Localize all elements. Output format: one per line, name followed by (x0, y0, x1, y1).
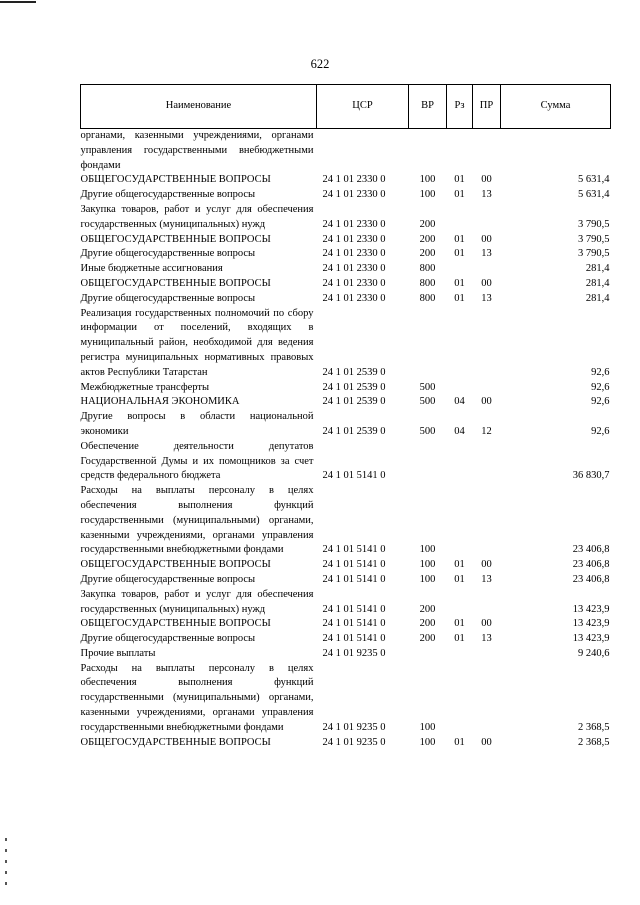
cell-vr: 200 (419, 633, 436, 645)
cell-csr: 24 1 01 2330 0 (322, 263, 386, 275)
cell-pr (473, 662, 501, 736)
table-row (81, 247, 611, 262)
cell-rz: 01 (454, 233, 465, 245)
cell-rz: 01 (454, 618, 465, 630)
cell-name: Обеспечение деятельности депутатов Государственной Думы и их помощников за счет средств федерального бюджета (80, 440, 314, 482)
table-row (81, 588, 611, 618)
cell-sum: 92,6 (591, 425, 610, 437)
header-rz: Рз (447, 85, 473, 129)
cell-vr: 500 (419, 396, 436, 408)
cell-sum: 23 406,8 (572, 573, 610, 585)
table-row (81, 647, 611, 662)
cell-vr: 800 (419, 263, 436, 275)
table-row (81, 381, 611, 396)
cell-pr: 12 (481, 425, 492, 437)
cell-name: ОБЩЕГОСУДАРСТВЕННЫЕ ВОПРОСЫ (80, 559, 271, 571)
cell-vr: 100 (419, 559, 436, 571)
cell-csr: 24 1 01 2330 0 (322, 277, 386, 289)
cell-name: ОБЩЕГОСУДАРСТВЕННЫЕ ВОПРОСЫ (80, 736, 271, 748)
table-row (81, 395, 611, 410)
cell-vr: 100 (419, 544, 436, 556)
cell-rz (447, 440, 473, 484)
cell-pr (473, 381, 501, 396)
table-row (81, 188, 611, 203)
cell-pr: 13 (481, 292, 492, 304)
cell-vr: 100 (419, 721, 436, 733)
table-row (81, 440, 611, 484)
cell-csr: 24 1 01 2330 0 (322, 248, 386, 260)
table-row (81, 410, 611, 440)
header-vr: ВР (409, 85, 447, 129)
cell-name: ОБЩЕГОСУДАРСТВЕННЫЕ ВОПРОСЫ (80, 174, 271, 186)
cell-pr (473, 484, 501, 558)
cell-csr: 24 1 01 2330 0 (322, 218, 386, 230)
table-row (81, 736, 611, 751)
cell-vr: 200 (419, 618, 436, 630)
cell-vr: 800 (419, 277, 436, 289)
cell-csr: 24 1 01 5141 0 (322, 559, 386, 571)
cell-vr: 200 (419, 218, 436, 230)
cell-name: ОБЩЕГОСУДАРСТВЕННЫЕ ВОПРОСЫ (80, 233, 271, 245)
cell-rz: 01 (454, 174, 465, 186)
cell-sum: 13 423,9 (572, 603, 610, 615)
cell-csr: 24 1 01 5141 0 (322, 544, 386, 556)
cell-vr (409, 307, 447, 381)
cell-pr (473, 647, 501, 662)
cell-pr: 13 (481, 189, 492, 201)
cell-vr: 200 (419, 233, 436, 245)
cell-csr: 24 1 01 5141 0 (322, 603, 386, 615)
cell-name: НАЦИОНАЛЬНАЯ ЭКОНОМИКА (80, 396, 240, 408)
cell-sum: 5 631,4 (578, 174, 610, 186)
cell-name: органами, казенными учреждениями, органами управления государственными внебюджетными фондами (80, 130, 314, 171)
cell-csr: 24 1 01 2539 0 (322, 425, 386, 437)
cell-sum: 3 790,5 (578, 248, 610, 260)
cell-pr (473, 588, 501, 618)
cell-pr (473, 129, 501, 174)
cell-sum: 3 790,5 (578, 233, 610, 245)
header-pr: ПР (473, 85, 501, 129)
cell-sum: 23 406,8 (572, 559, 610, 571)
cell-sum: 92,6 (591, 366, 610, 378)
table-row (81, 558, 611, 573)
table-row (81, 277, 611, 292)
cell-rz (447, 262, 473, 277)
cell-pr (473, 307, 501, 381)
cell-sum: 92,6 (591, 381, 610, 393)
cell-csr: 24 1 01 2330 0 (322, 189, 386, 201)
cell-vr: 100 (419, 573, 436, 585)
table-row (81, 262, 611, 277)
cell-name: Другие общегосударственные вопросы (80, 248, 256, 260)
cell-sum (501, 129, 611, 174)
cell-vr: 100 (419, 174, 436, 186)
cell-name: Межбюджетные трансферты (80, 381, 210, 393)
cell-rz: 01 (454, 292, 465, 304)
table-row (81, 617, 611, 632)
cell-name: Иные бюджетные ассигнования (80, 263, 223, 275)
top-rule (0, 1, 36, 3)
cell-vr: 200 (419, 603, 436, 615)
cell-pr: 00 (481, 277, 492, 289)
cell-name: Другие общегосударственные вопросы (80, 633, 256, 645)
cell-rz (447, 203, 473, 233)
cell-csr: 24 1 01 9235 0 (322, 721, 386, 733)
cell-sum: 2 368,5 (578, 736, 610, 748)
cell-name: Реализация государственных полномочий по сбору информации от поселений, входящих в муниципальный район, необходимой для ведения регистра муниципальных нормативных правовых актов Республики Татарстан (80, 307, 314, 378)
cell-name: Расходы на выплаты персоналу в целях обеспечения выполнения функций государственными (муниципальными) органами, казенными учреждениями, органами управления государственными внебюджетными фондами (80, 485, 314, 556)
cell-pr (473, 262, 501, 277)
table-body (81, 129, 611, 751)
cell-rz (447, 381, 473, 396)
header-csr: ЦСР (317, 85, 409, 129)
cell-csr: 24 1 01 2539 0 (322, 366, 386, 378)
cell-rz: 01 (454, 573, 465, 585)
cell-sum: 9 240,6 (578, 647, 610, 659)
cell-pr (473, 203, 501, 233)
table-row (81, 233, 611, 248)
cell-vr: 500 (419, 425, 436, 437)
cell-rz: 04 (454, 425, 465, 437)
margin-marks (5, 838, 7, 893)
cell-csr: 24 1 01 5141 0 (322, 633, 386, 645)
cell-rz: 01 (454, 189, 465, 201)
cell-csr: 24 1 01 2330 0 (322, 233, 386, 245)
cell-pr: 00 (481, 174, 492, 186)
cell-vr (409, 647, 447, 662)
cell-pr: 13 (481, 248, 492, 260)
cell-vr: 100 (419, 736, 436, 748)
cell-vr: 500 (419, 381, 436, 393)
cell-name: ОБЩЕГОСУДАРСТВЕННЫЕ ВОПРОСЫ (80, 618, 271, 630)
cell-pr: 00 (481, 233, 492, 245)
cell-sum: 13 423,9 (572, 633, 610, 645)
table-row (81, 573, 611, 588)
table-row (81, 203, 611, 233)
cell-csr: 24 1 01 2539 0 (322, 396, 386, 408)
cell-sum: 5 631,4 (578, 189, 610, 201)
cell-name: Другие общегосударственные вопросы (80, 189, 256, 201)
cell-name: Закупка товаров, работ и услуг для обеспечения государственных (муниципальных) нужд (80, 588, 314, 615)
cell-pr: 00 (481, 618, 492, 630)
cell-rz (447, 484, 473, 558)
cell-sum: 36 830,7 (572, 470, 610, 482)
table-row (81, 292, 611, 307)
cell-vr: 100 (419, 189, 436, 201)
cell-vr: 200 (419, 248, 436, 260)
cell-rz: 01 (454, 633, 465, 645)
cell-csr: 24 1 01 5141 0 (322, 618, 386, 630)
cell-vr (409, 129, 447, 174)
cell-rz: 04 (454, 396, 465, 408)
cell-name: Закупка товаров, работ и услуг для обеспечения государственных (муниципальных) нужд (80, 203, 314, 230)
cell-pr: 13 (481, 573, 492, 585)
cell-name: Прочие выплаты (80, 647, 156, 659)
cell-sum: 281,4 (585, 263, 610, 275)
cell-csr: 24 1 01 2539 0 (322, 381, 386, 393)
cell-pr: 00 (481, 736, 492, 748)
cell-rz (447, 129, 473, 174)
cell-sum: 13 423,9 (572, 618, 610, 630)
cell-sum: 92,6 (591, 396, 610, 408)
cell-pr: 00 (481, 396, 492, 408)
cell-rz: 01 (454, 277, 465, 289)
table-row (81, 632, 611, 647)
header-sum: Сумма (501, 85, 611, 129)
cell-rz (447, 662, 473, 736)
table-header-row (81, 85, 611, 129)
cell-name: Другие общегосударственные вопросы (80, 292, 256, 304)
cell-name: Другие общегосударственные вопросы (80, 573, 256, 585)
cell-rz: 01 (454, 559, 465, 571)
cell-rz: 01 (454, 736, 465, 748)
cell-sum: 3 790,5 (578, 218, 610, 230)
table-row (81, 129, 611, 174)
cell-sum: 2 368,5 (578, 721, 610, 733)
cell-csr: 24 1 01 2330 0 (322, 174, 386, 186)
cell-pr (473, 440, 501, 484)
budget-table (80, 84, 611, 750)
cell-pr: 00 (481, 559, 492, 571)
cell-csr: 24 1 01 5141 0 (322, 573, 386, 585)
table-row (81, 173, 611, 188)
cell-rz: 01 (454, 248, 465, 260)
cell-csr: 24 1 01 2330 0 (322, 292, 386, 304)
cell-vr: 800 (419, 292, 436, 304)
table-row (81, 662, 611, 736)
cell-csr: 24 1 01 9235 0 (322, 647, 386, 659)
table-row (81, 484, 611, 558)
cell-csr: 24 1 01 5141 0 (322, 470, 386, 482)
table-row (81, 307, 611, 381)
cell-vr (409, 440, 447, 484)
cell-sum: 23 406,8 (572, 544, 610, 556)
cell-sum: 281,4 (585, 292, 610, 304)
cell-csr: 24 1 01 9235 0 (322, 736, 386, 748)
cell-name: ОБЩЕГОСУДАРСТВЕННЫЕ ВОПРОСЫ (80, 277, 271, 289)
page-number: 622 (310, 57, 330, 71)
cell-rz (447, 647, 473, 662)
header-name: Наименование (81, 85, 317, 129)
cell-rz (447, 588, 473, 618)
cell-pr: 13 (481, 633, 492, 645)
cell-rz (447, 307, 473, 381)
cell-sum: 281,4 (585, 277, 610, 289)
cell-name: Расходы на выплаты персоналу в целях обеспечения выполнения функций государственными (муниципальными) органами, казенными учреждениями, органами управления государственными внебюджетными фондами (80, 662, 314, 733)
cell-name: Другие вопросы в области национальной экономики (80, 411, 314, 437)
cell-csr (317, 129, 409, 174)
